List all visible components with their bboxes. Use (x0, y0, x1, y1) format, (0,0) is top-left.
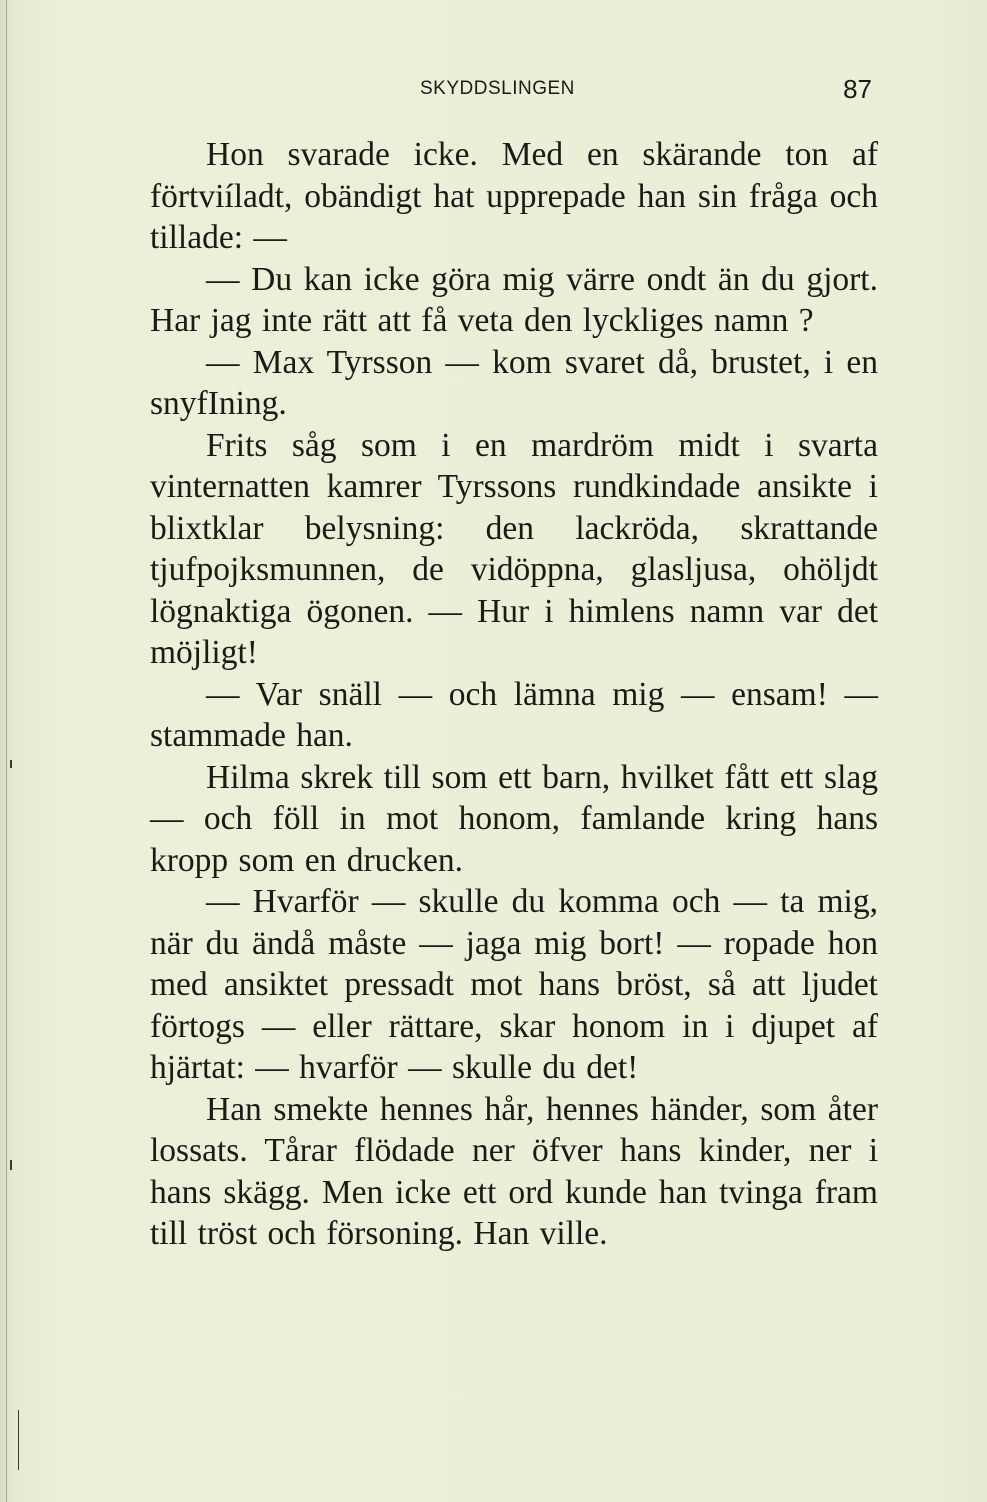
paragraph: Han smekte hennes hår, hennes händer, som åter lossats. Tårar flödade ner öfver hans kinder, ner i hans skägg. Men icke ett ord kunde han tvinga fram till tröst och försoning. Han ville. (150, 1090, 878, 1252)
body-text (150, 134, 878, 1255)
paragraph: — Hvarför — skulle du komma och — ta mig, när du ändå måste — jaga mig bort! — ropade hon med ansiktet pressadt mot hans bröst, så att ljudet förtogs — eller rättare, skar honom in i djupet af hjärtat: — hvarför — skulle du det! (150, 883, 878, 1086)
paragraph: Frits såg som i en mardröm midt i svarta vinternatten kamrer Tyrssons rundkindade ansikte i blixtklar belysning: den lackröda, skrattande tjufpojksmunnen, de vidöppna, glasljusa, ohöljdt lögnaktiga ögonen. — Hur i himlens namn var det möjligt! (150, 426, 878, 671)
paragraph: — Max Tyrsson — kom svaret då, brustet, i en snyfIning. (150, 343, 878, 422)
page-number: 87 (843, 74, 872, 104)
running-title: SKYDDSLINGEN (420, 78, 575, 99)
paragraph: — Du kan icke göra mig värre ondt än du gjort. Har jag inte rätt att få veta den lyckliges namn ? (150, 260, 878, 339)
margin-mark (10, 760, 12, 768)
margin-mark (10, 1160, 12, 1170)
paragraph: — Var snäll — och lämna mig — ensam! — stammade han. (150, 675, 878, 754)
paragraph: Hon svarade icke. Med en skärande ton af förtviíladt, obändigt hat upprepade han sin fråga och tillade: — (150, 136, 878, 256)
paragraph: Hilma skrek till som ett barn, hvilket fått ett slag — och föll in mot honom, famlande kring hans kropp som en drucken. (150, 758, 878, 879)
page-spine-edge (6, 0, 7, 1502)
margin-mark (18, 1410, 19, 1470)
page-header (150, 70, 878, 110)
